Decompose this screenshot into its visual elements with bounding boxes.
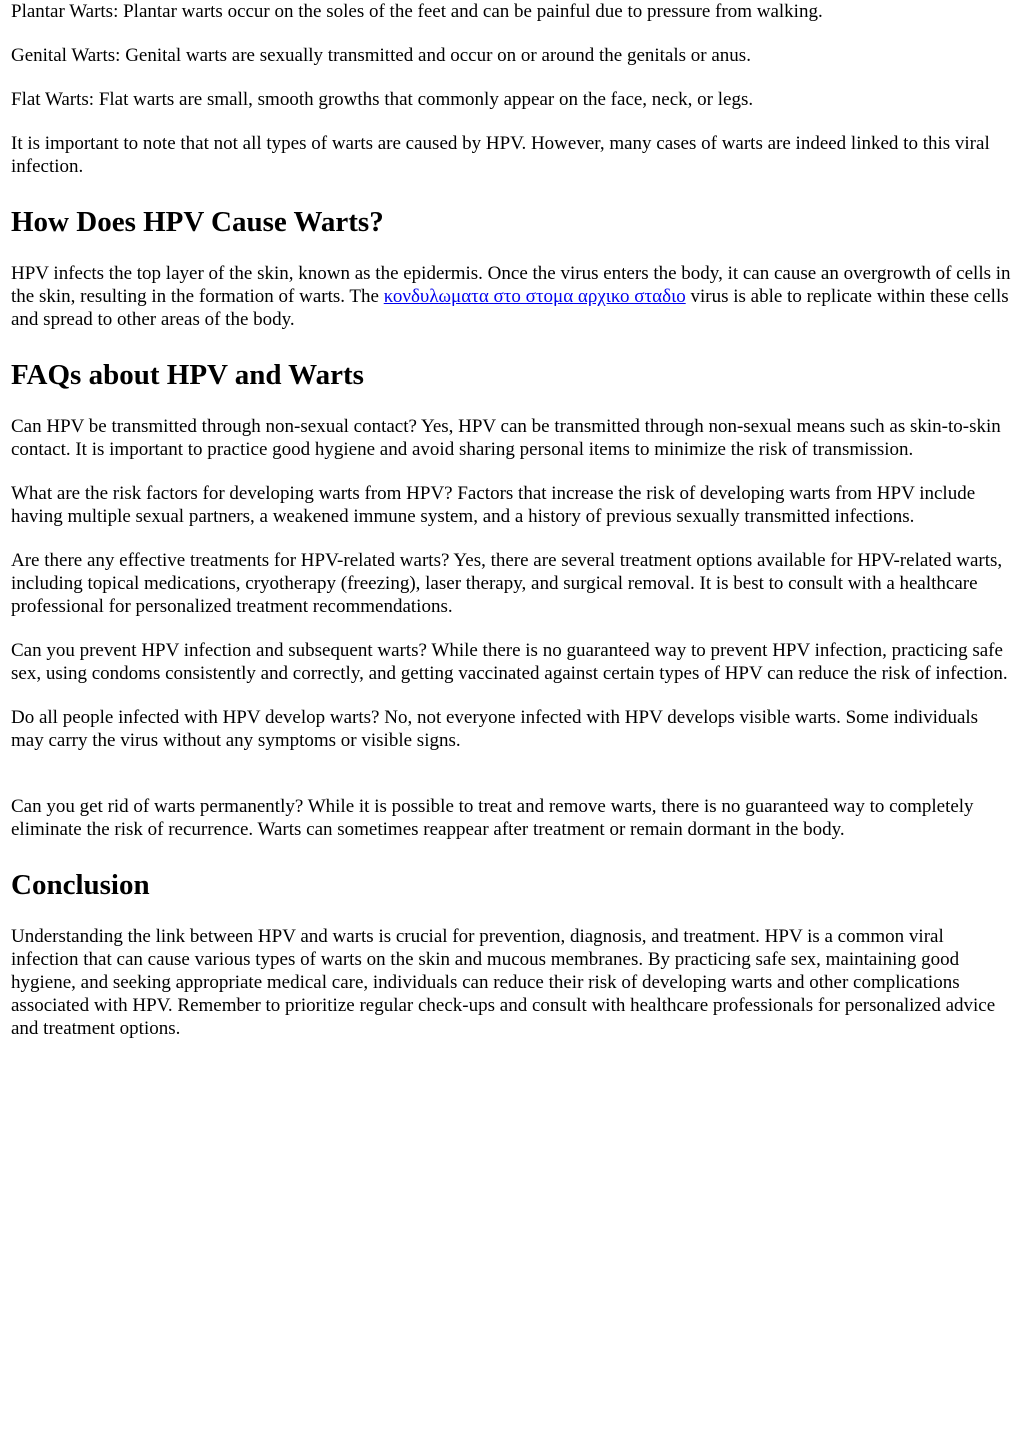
heading-conclusion: Conclusion: [11, 869, 150, 901]
paragraph-text-before-link: HPV infects the top layer of the skin, known as the epidermis. Once the virus enters the body, it can cause an overgrowth of cells in the skin, resulting in the formation of warts. The: [11, 263, 1011, 307]
paragraph-hpv-infection: [11, 262, 1014, 331]
paragraph-genital-warts: Genital Warts: Genital warts are sexually transmitted and occur on or around the genitals or anus.: [11, 45, 751, 66]
paragraph-text-after-link: virus is able to replicate within these cells and spread to other areas of the body.: [11, 286, 1009, 330]
faq-item: Are there any effective treatments for HPV-related warts? Yes, there are several treatment options available for HPV-related warts, including topical medications, cryotherapy (freezing), laser therapy, and surgical removal. It is best to consult with a healthcare professional for personalized treatment recommendations.: [11, 550, 1003, 617]
faq-item: Can you get rid of warts permanently? While it is possible to treat and remove warts, there is no guaranteed way to completely eliminate the risk of recurrence. Warts can sometimes reappear after treatment or remain dormant in the body.: [11, 796, 974, 840]
paragraph-plantar-warts: Plantar Warts: Plantar warts occur on the soles of the feet and can be painful due to pressure from walking.: [11, 1, 823, 22]
heading-how-hpv-causes-warts: How Does HPV Cause Warts?: [11, 206, 384, 238]
paragraph-hpv-note: It is important to note that not all types of warts are caused by HPV. However, many cases of warts are indeed linked to this viral infection.: [11, 133, 990, 177]
faq-item: What are the risk factors for developing warts from HPV? Factors that increase the risk of developing warts from HPV include having multiple sexual partners, a weakened immune system, and a history of previous sexually transmitted infections.: [11, 483, 976, 527]
paragraph-conclusion: Understanding the link between HPV and warts is crucial for prevention, diagnosis, and treatment. HPV is a common viral infection that can cause various types of warts on the skin and mucous membranes. By practicing safe sex, maintaining good hygiene, and seeking appropriate medical care, individuals can reduce their risk of developing warts and other complications associated with HPV. Remember to prioritize regular check-ups and consult with healthcare professionals for personalized advice and treatment options.: [11, 926, 996, 1039]
paragraph-flat-warts: Flat Warts: Flat warts are small, smooth growths that commonly appear on the face, neck, or legs.: [11, 89, 754, 110]
inline-link-greek[interactable]: κονδυλωματα στο στομα αρχικο σταδιο: [383, 286, 686, 307]
faq-item: Do all people infected with HPV develop warts? No, not everyone infected with HPV develops visible warts. Some individuals may carry the virus without any symptoms or visible signs.: [11, 707, 979, 751]
faq-item: Can HPV be transmitted through non-sexual contact? Yes, HPV can be transmitted through non-sexual means such as skin-to-skin contact. It is important to practice good hygiene and avoid sharing personal items to minimize the risk of transmission.: [11, 416, 1001, 460]
faq-item: Can you prevent HPV infection and subsequent warts? While there is no guaranteed way to prevent HPV infection, practicing safe sex, using condoms consistently and correctly, and getting vaccinated against certain types of HPV can reduce the risk of infection.: [11, 640, 1008, 684]
heading-faqs: FAQs about HPV and Warts: [11, 359, 364, 391]
